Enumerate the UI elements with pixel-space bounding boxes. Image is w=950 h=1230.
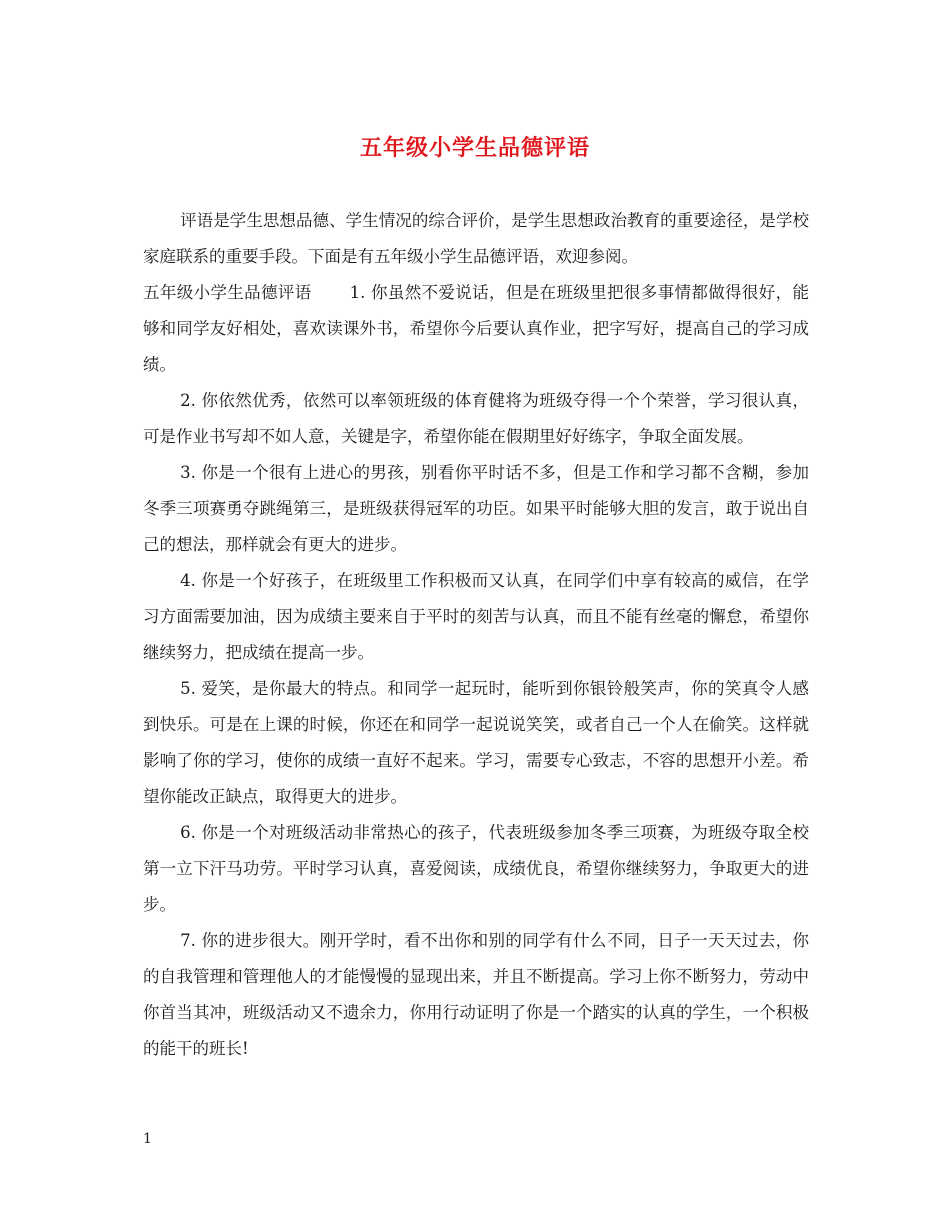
section-heading: 五年级小学生品德评语 bbox=[143, 283, 312, 302]
comment-item-2: 2. 你依然优秀，依然可以率领班级的体育健将为班级夺得一个个荣誉，学习很认真，可是作业书写却不如人意，关键是字，希望你能在假期里好好练字，争取全面发展。 bbox=[143, 391, 809, 446]
comment-item-1: 1. 你虽然不爱说话，但是在班级里把很多事情都做得很好，能够和同学友好相处，喜欢读课外书，希望你今后要认真作业，把字写好，提高自己的学习成绩。 bbox=[143, 283, 810, 374]
comment-item-6: 6. 你是一个对班级活动非常热心的孩子，代表班级参加冬季三项赛，为班级夺取全校第一立下汗马功劳。平时学习认真，喜爱阅读，成绩优良，希望你继续努力，争取更大的进步。 bbox=[143, 823, 809, 914]
document-title: 五年级小学生品德评语 bbox=[359, 135, 590, 161]
comment-item-3: 3. 你是一个很有上进心的男孩，别看你平时话不多，但是工作和学习都不含糊，参加冬季三项赛勇夺跳绳第三，是班级获得冠军的功臣。如果平时能够大胆的发言，敢于说出自己的想法，那样就会有更大的进步。 bbox=[143, 463, 809, 554]
section-first-paragraph bbox=[143, 275, 809, 383]
page-number: 1 bbox=[143, 1131, 152, 1147]
intro-paragraph: 评语是学生思想品德、学生情况的综合评价，是学生思想政治教育的重要途径，是学校家庭联系的重要手段。下面是有五年级小学生品德评语，欢迎参阅。 bbox=[143, 211, 809, 266]
document-body bbox=[143, 203, 809, 1067]
comment-item-5: 5. 爱笑，是你最大的特点。和同学一起玩时，能听到你银铃般笑声，你的笑真令人感到快乐。可是在上课的时候，你还在和同学一起说说笑笑，或者自己一个人在偷笑。这样就影响了你的学习，使你的成绩一直好不起来。学习，需要专心致志，不容的思想开小差。希望你能改正缺点，取得更大的进步。 bbox=[143, 679, 809, 806]
comment-item-7: 7. 你的进步很大。刚开学时，看不出你和别的同学有什么不同，日子一天天过去，你的自我管理和管理他人的才能慢慢的显现出来，并且不断提高。学习上你不断努力，劳动中你首当其冲，班级活动又不遗余力，你用行动证明了你是一个踏实的认真的学生，一个积极的能干的班长! bbox=[143, 931, 809, 1058]
comment-item-4: 4. 你是一个好孩子，在班级里工作积极而又认真，在同学们中享有较高的威信，在学习方面需要加油，因为成绩主要来自于平时的刻苦与认真，而且不能有丝毫的懈怠，希望你继续努力，把成绩在提高一步。 bbox=[143, 571, 809, 662]
